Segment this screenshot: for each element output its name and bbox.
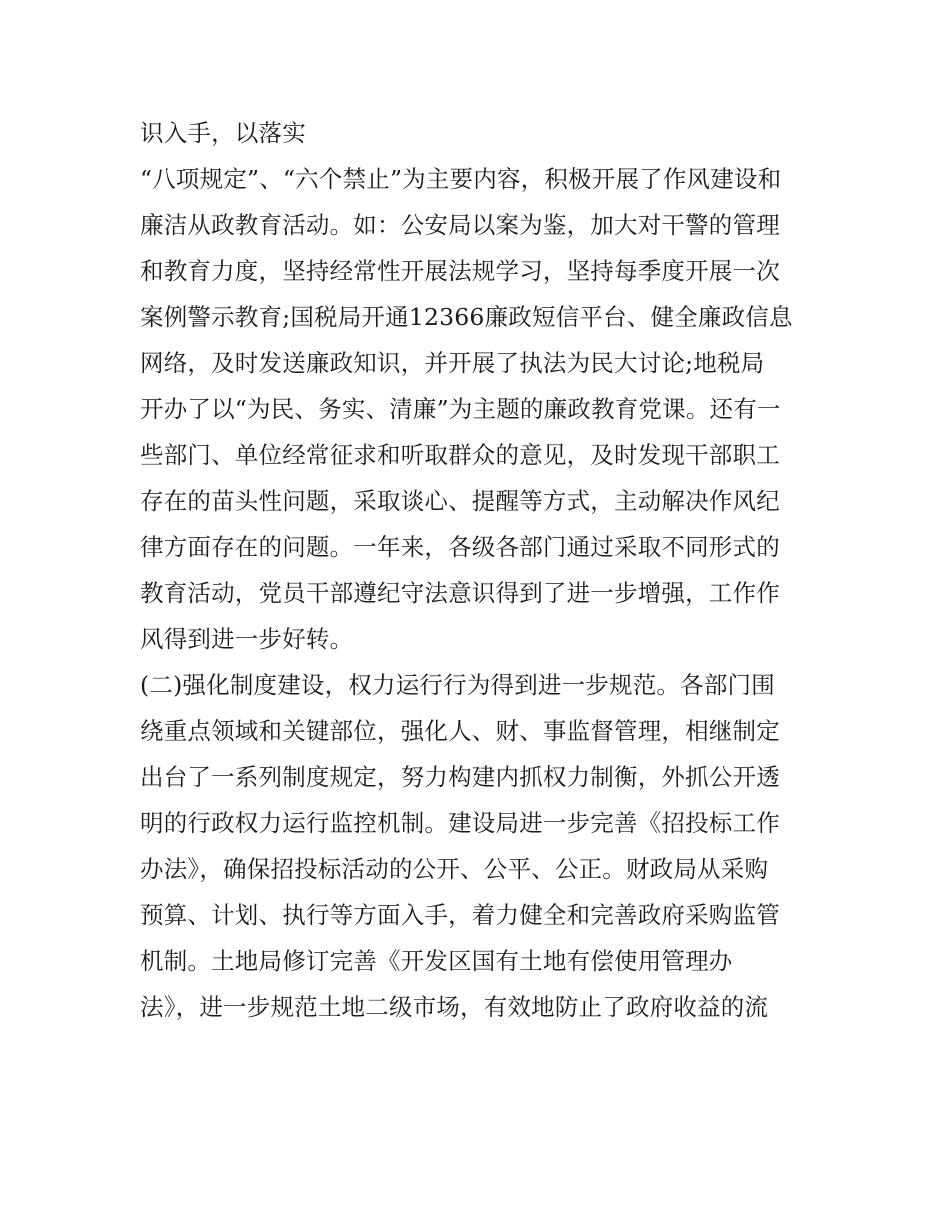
text-line: 办法》，确保招投标活动的公开、公平、公正。财政局从采购	[140, 855, 769, 883]
text-line: 和教育力度，坚持经常性开展法规学习，坚持每季度开展一次	[140, 257, 780, 285]
text-line: 法》，进一步规范土地二级市场，有效地防止了政府收益的流	[140, 993, 769, 1021]
text-line: 律方面存在的问题。一年来，各级各部门通过采取不同形式的	[140, 533, 780, 561]
text-line: 明的行政权力运行监控机制。建设局进一步完善《招投标工作	[140, 809, 780, 837]
text-line: 案例警示教育;国税局开通12366廉政短信平台、健全廉政信息	[140, 303, 793, 331]
text-line: 预算、计划、执行等方面入手，着力健全和完善政府采购监管	[140, 901, 780, 929]
document-body	[140, 110, 820, 1030]
text-line: “八项规定”、“六个禁止”为主要内容，积极开展了作风建设和	[140, 165, 782, 193]
text-line: 开办了以“为民、务实、清廉”为主题的廉政教育党课。还有一	[140, 395, 781, 423]
section-heading-line: (二)强化制度建设，权力运行行为得到进一步规范。各部门围	[140, 671, 775, 699]
text-line: 机制。土地局修订完善《开发区国有土地有偿使用管理办	[140, 947, 733, 975]
text-line: 些部门、单位经常征求和听取群众的意见，及时发现干部职工	[140, 441, 780, 469]
text-line: 网络，及时发送廉政知识，并开展了执法为民大讨论;地税局	[140, 349, 765, 377]
text-line: 绕重点领域和关键部位，强化人、财、事监督管理，相继制定	[140, 717, 780, 745]
text-line: 存在的苗头性问题，采取谈心、提醒等方式，主动解决作风纪	[140, 487, 780, 515]
text-line: 出台了一系列制度规定，努力构建内抓权力制衡，外抓公开透	[140, 763, 780, 791]
text-line: 廉洁从政教育活动。如：公安局以案为鉴，加大对干警的管理	[140, 211, 780, 239]
text-line: 风得到进一步好转。	[140, 625, 354, 653]
text-line: 识入手，以落实	[140, 119, 306, 147]
text-line: 教育活动，党员干部遵纪守法意识得到了进一步增强，工作作	[140, 579, 780, 607]
